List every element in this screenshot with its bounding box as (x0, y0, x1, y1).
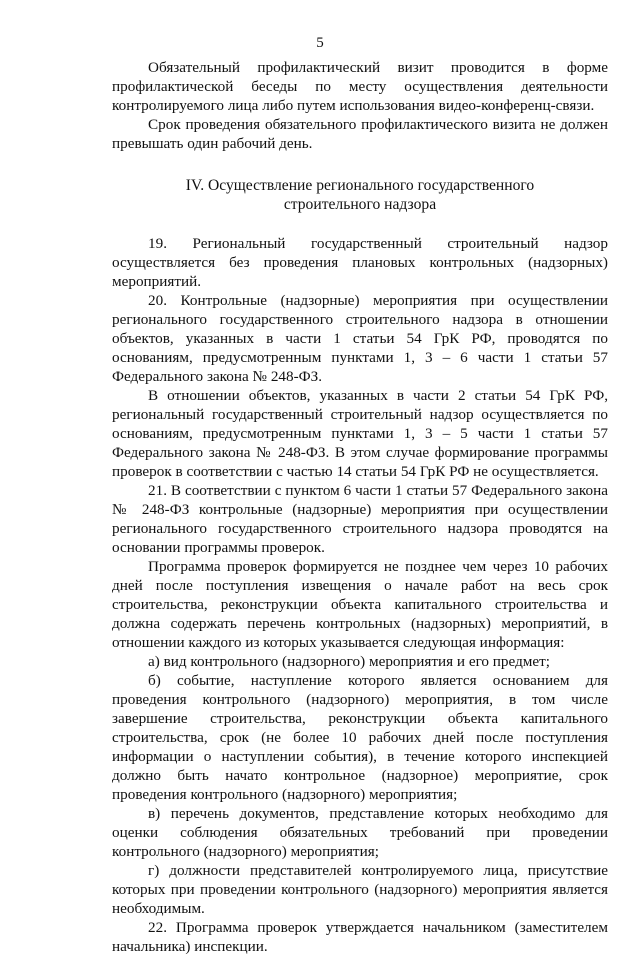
page-number: 5 (316, 35, 324, 51)
paragraph-22: 22. Программа проверок утверждается начальником (заместителем начальника) инспекции. (112, 919, 608, 955)
paragraph-20: 20. Контрольные (надзорные) мероприятия при осуществлении регионального государственного строительного надзора в отношении объектов, указанных в части 1 статьи 54 ГрК РФ, проводятся по основаниям, предусмотренным пунктами 1, 3 – 6 части 1 статьи 57 Федерального закона № 248-ФЗ. (112, 292, 608, 385)
list-item-g: г) должности представителей контролируемого лица, присутствие которых при проведении контрольного (надзорного) мероприятия является необходимым. (112, 862, 608, 917)
paragraph: Срок проведения обязательного профилактического визита не должен превышать один рабочий день. (112, 116, 608, 152)
paragraph: Обязательный профилактический визит проводится в форме профилактической беседы по месту осуществления деятельности контролируемого лица либо путем использования видео-конференц-связи. (112, 59, 608, 114)
list-item-b: б) событие, наступление которого является основанием для проведения контрольного (надзорного) мероприятия, в том числе завершение строительства, реконструкции объекта капитального строительства, срок (не более 10 рабочих дней после поступления информации о наступлении события), в течение которого инспекцией должно быть начато контрольное (надзорное) мероприятие, срок проведения контрольного (надзорного) мероприятия; (112, 672, 608, 803)
list-item-a: а) вид контрольного (надзорного) мероприятия и его предмет; (148, 653, 551, 670)
document-body (112, 58, 608, 956)
paragraph: В отношении объектов, указанных в части 2 статьи 54 ГрК РФ, региональный государственный строительный надзор осуществляется по основаниям, предусмотренным пунктами 1, 3 – 5 части 1 статьи 57 Федерального закона № 248-ФЗ. В этом случае формирование программы проверок в соответствии с частью 14 статьи 54 ГрК РФ не осуществляется. (112, 387, 608, 480)
list-item-v: в) перечень документов, представление которых необходимо для оценки соблюдения обязательных требований при проведении контрольного (надзорного) мероприятия; (112, 805, 608, 860)
paragraph: Программа проверок формируется не позднее чем через 10 рабочих дней после поступления извещения о начале работ на весь срок строительства, реконструкции объекта капитального строительства и должна содержать перечень контрольных (надзорных) мероприятий, в отношении каждого из которых указывается следующая информация: (112, 558, 608, 651)
section-heading: IV. Осуществление регионального государственного строительного надзора (185, 177, 535, 213)
paragraph-19: 19. Региональный государственный строительный надзор осуществляется без проведения плановых контрольных (надзорных) мероприятий. (112, 235, 608, 290)
paragraph-21: 21. В соответствии с пунктом 6 части 1 статьи 57 Федерального закона № 248-ФЗ контрольные (надзорные) мероприятия при осуществлении регионального государственного строительного надзора проводятся на основании программы проверок. (112, 482, 608, 556)
